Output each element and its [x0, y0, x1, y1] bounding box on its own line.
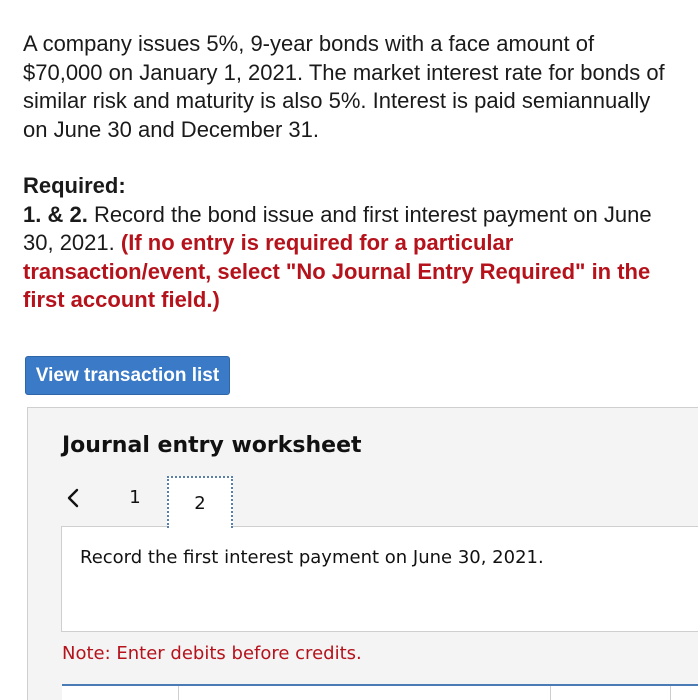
page-tab-2[interactable]: 2: [167, 476, 233, 528]
page-tab-1[interactable]: 1: [129, 486, 141, 508]
table-column-divider: [550, 686, 551, 700]
required-heading: Required:: [23, 173, 126, 198]
table-column-divider: [670, 686, 671, 700]
required-note: (If no entry is required for a particular transaction/event, select "No Journal Entry Required" in the first account field.): [23, 230, 651, 312]
required-text: Record the bond issue and first interest payment on June 30, 2021.: [23, 201, 652, 255]
instruction-box: [61, 526, 698, 632]
problem-statement: [23, 30, 673, 315]
required-instructions: [23, 201, 673, 315]
journal-entry-worksheet: [27, 407, 698, 700]
view-transaction-list-button[interactable]: View transaction list: [25, 356, 230, 395]
instruction-text: Record the first interest payment on June 30, 2021.: [80, 547, 544, 568]
entry-note: Note: Enter debits before credits.: [62, 643, 362, 664]
required-number: 1. & 2.: [23, 201, 88, 227]
worksheet-title: Journal entry worksheet: [62, 433, 362, 458]
journal-table-header: [62, 684, 698, 700]
problem-intro: A company issues 5%, 9-year bonds with a face amount of $70,000 on January 1, 2021. The market interest rate for bonds of similar risk and maturity is also 5%. Interest is paid semiannually on June 30 and December 31.: [23, 31, 665, 142]
chevron-left-icon[interactable]: [64, 486, 82, 510]
table-column-divider: [178, 686, 179, 700]
